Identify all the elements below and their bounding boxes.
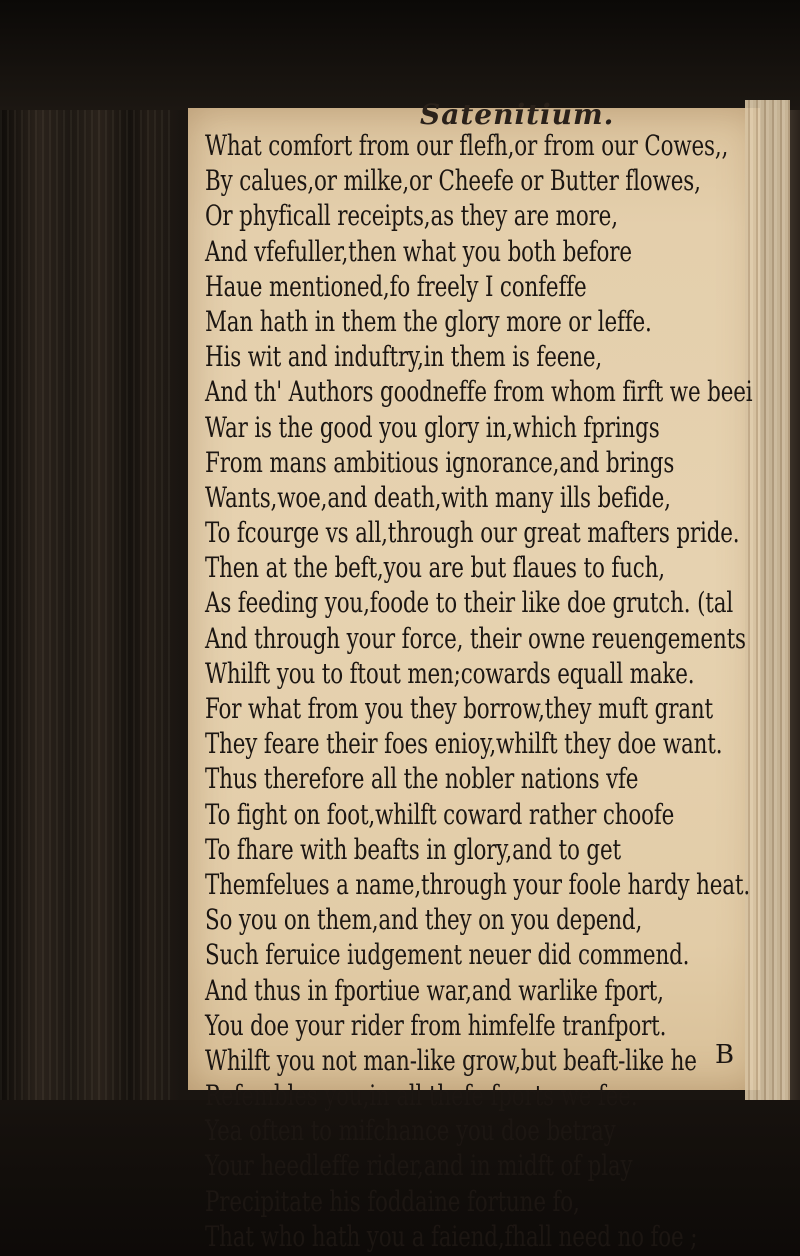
- poem-line: And vfefuller,then what you both before: [205, 234, 632, 268]
- running-head: Satenitium.: [420, 98, 615, 131]
- poem-line: That who hath you a faiend,fhall need no foe ;: [205, 1219, 698, 1253]
- catchword: B: [715, 1040, 735, 1070]
- book-edge-left: [0, 0, 175, 1256]
- poem-line: Or phyficall receipts,as they are more,: [205, 199, 618, 233]
- poem-line: For what from you they borrow,they muft grant: [205, 692, 713, 725]
- poem-line: To fcourge vs all,through our great mafters pride.: [205, 516, 740, 550]
- poem-line: To fhare with beafts in glory,and to get: [205, 832, 621, 866]
- poem-text: [205, 128, 800, 1254]
- poem-line: Refembles you,in all thefe fports we fee.: [205, 1079, 638, 1113]
- poem-line: So you on them,and they on you depend,: [205, 903, 643, 937]
- poem-line: Wants,woe,and death,with many ills befide,: [205, 480, 671, 514]
- poem-line: Man hath in them the glory more or leffe.: [205, 304, 652, 338]
- poem-line: Haue mentioned,fo freely I confeffe: [205, 269, 587, 303]
- poem-line: You doe your rider from himfelfe tranfport.: [205, 1008, 667, 1042]
- poem-line: Your heedleffe rider,and in midft of play: [205, 1149, 633, 1183]
- poem-line: His wit and induftry,in them is feene,: [205, 340, 603, 374]
- poem-line: War is the good you glory in,which fprings: [205, 410, 660, 444]
- poem-line: And th' Authors goodneffe from whom firft we beei: [205, 375, 753, 409]
- poem-line: And through your force, their owne reuengements: [205, 621, 746, 655]
- poem-line: What comfort from our flefh,or from our Cowes,,: [205, 129, 729, 162]
- poem-line: Then at the beft,you are but flaues to fuch,: [205, 551, 665, 585]
- poem-line: By calues,or milke,or Cheefe or Butter flowes,: [205, 164, 701, 198]
- poem-line: Thus therefore all the nobler nations vfe: [205, 762, 639, 796]
- poem-line: To fight on foot,whilft coward rather choofe: [205, 797, 675, 831]
- poem-line: Precipitate his foddaine fortune fo,: [205, 1184, 580, 1218]
- poem-line: Whilft you not man-like grow,but beaft-like he: [205, 1043, 697, 1077]
- poem-line: From mans ambitious ignorance,and brings: [205, 445, 675, 479]
- poem-line: Whilft you to ftout men;cowards equall make.: [205, 656, 695, 690]
- poem-line: As feeding you,foode to their like doe grutch. (tal: [205, 586, 734, 620]
- poem-line: And thus in fportiue war,and warlike fport,: [205, 973, 664, 1007]
- top-shadow: [0, 0, 800, 110]
- poem-line: Themfelues a name,through your foole hardy heat.: [205, 867, 751, 901]
- poem-line: They feare their foes enioy,whilft they doe want.: [205, 727, 723, 761]
- poem-line: Such feruice iudgement neuer did commend.: [205, 938, 690, 972]
- poem-line: Yea often to mifchance you doe betray: [205, 1114, 616, 1148]
